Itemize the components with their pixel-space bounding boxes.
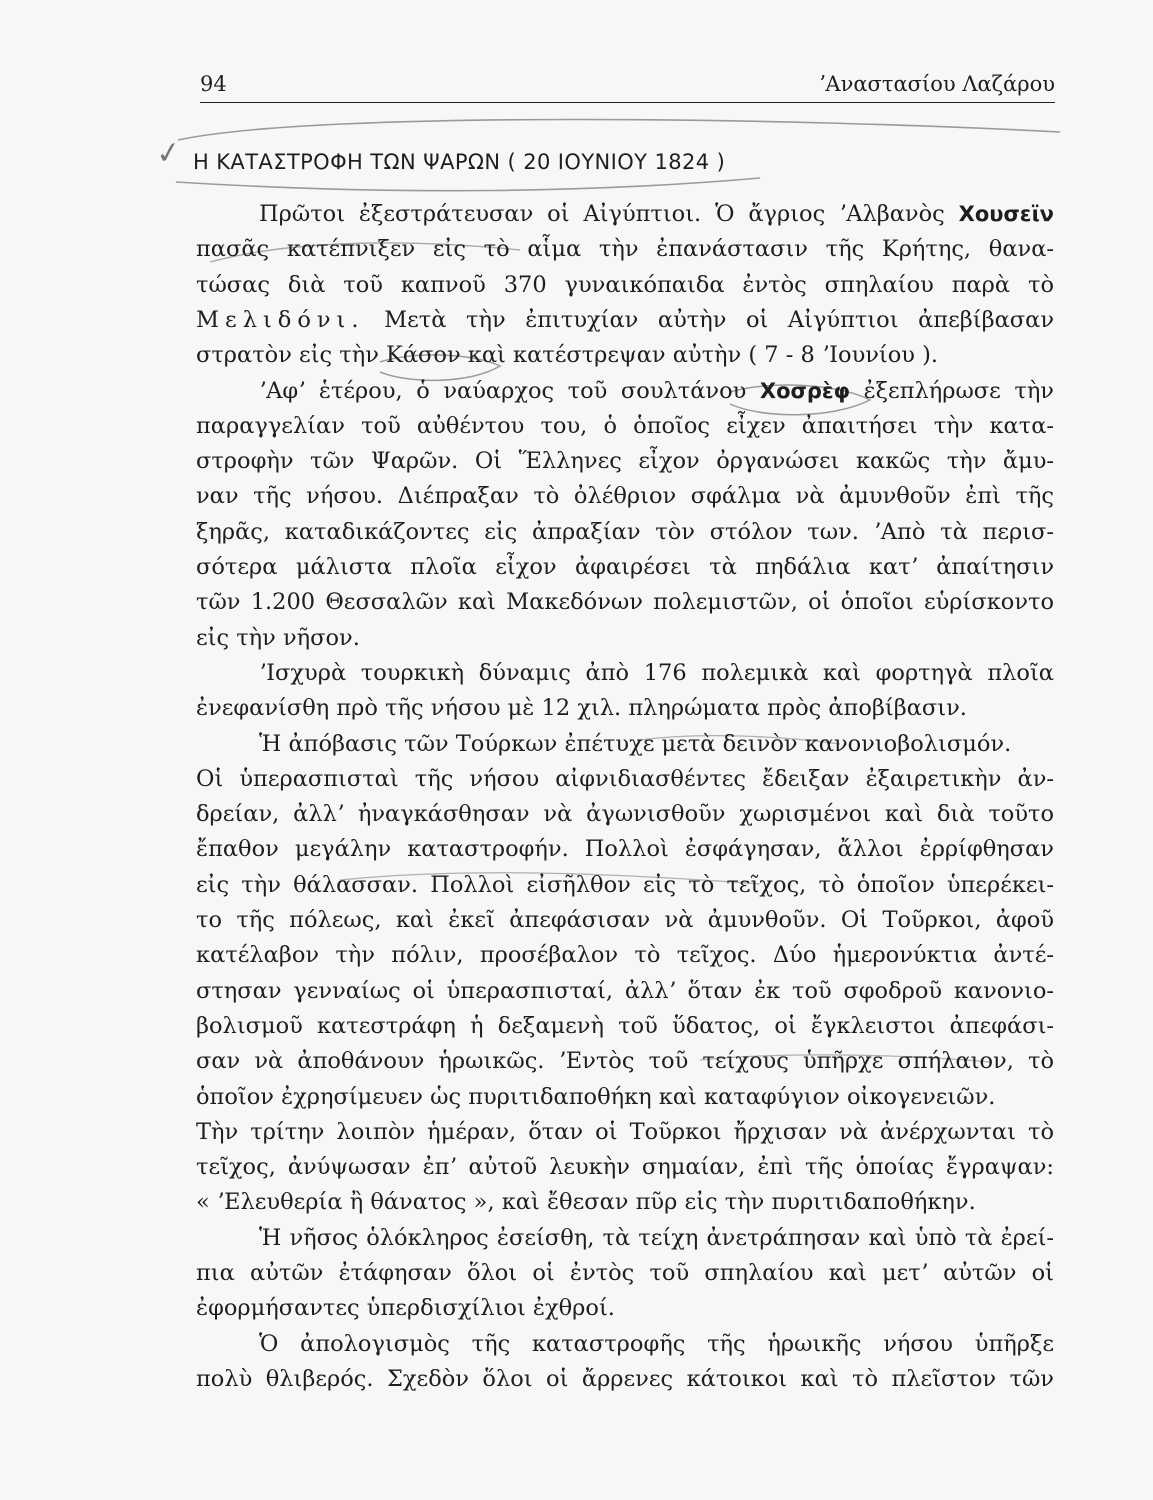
text-line — [196, 937, 1054, 973]
running-head-author: ʼΑναστασίου Λαζάρου — [818, 72, 1055, 96]
text-run: Πρῶτοι ἐξεστράτευσαν οἱ Αἰγύπτιοι. Ὁ ἄγριος ʼΑλβανὸς — [259, 201, 959, 227]
text-run: Οἱ ὑπερασπισταὶ τῆς νήσου αἰφνιδιασθέντες ἔδειξαν ἐξαιρετικὴν ἀν- — [196, 765, 1054, 792]
text-line — [196, 796, 1054, 832]
text-run: το τῆς πόλεως, καὶ ἐκεῖ ἀπεφάσισαν νὰ ἀμυνθοῦν. Οἱ Τοῦρκοι, ἀφοῦ — [196, 907, 1054, 933]
text-run: ὁποῖον ἐχρησίμευεν ὡς πυριτιδαποθήκη καὶ καταφύγιον οἰκογενειῶν. — [196, 1083, 996, 1110]
text-run: σότερα μάλιστα πλοῖα εἶχον ἀφαιρέσει τὰ πηδάλια κατʼ ἀπαίτησιν — [196, 554, 1054, 580]
text-run: τώσας διὰ τοῦ καπνοῦ 370 γυναικόπαιδα ἐντὸς σπηλαίου παρὰ τὸ — [196, 271, 1054, 298]
running-header — [200, 68, 1055, 103]
text-run: ἐνεφανίσθη πρὸ τῆς νήσου μὲ 12 χιλ. πληρώματα πρὸς ἀποβίβασιν. — [196, 695, 967, 722]
text-line — [196, 655, 1054, 691]
text-line — [196, 267, 1054, 303]
text-line — [196, 1149, 1054, 1185]
text-run: ξηρᾶς, καταδικάζοντες εἰς ἀπραξίαν τὸν στόλον των. ʼΑπὸ τὰ περισ- — [196, 518, 1054, 545]
text-line — [196, 973, 1054, 1009]
text-run: πολὺ θλιβερός. Σχεδὸν ὅλοι οἱ ἄρρενες κάτοικοι καὶ τὸ πλεῖστον τῶν — [196, 1365, 1054, 1392]
text-run: Ἡ ἀπόβασις τῶν Τούρκων ἐπέτυχε μετὰ δεινὸν κανονιοβολισμόν. — [259, 730, 1012, 757]
text-line — [196, 1326, 1054, 1362]
page-number: 94 — [200, 72, 227, 96]
text-run: Μετὰ τὴν ἐπιτυχίαν αὐτὴν οἱ Αἰγύπτιοι ἀπεβίβασαν — [364, 306, 1054, 333]
text-run: δρείαν, ἀλλʼ ἠναγκάσθησαν νὰ ἀγωνισθοῦν χωρισμένοι καὶ διὰ τοῦτο — [196, 801, 1054, 828]
text-line — [196, 408, 1054, 444]
text-line — [196, 1079, 1054, 1115]
pencil-underline-title — [178, 120, 1060, 141]
text-line — [196, 231, 1054, 267]
text-run: πασᾶς κατέπνιξεν εἰς τὸ αἷμα τὴν ἐπανάστασιν τῆς Κρήτης, θανα- — [196, 236, 1054, 263]
bold-name: Χοσρὲφ — [759, 378, 850, 403]
bold-name: Χουσεϊν — [958, 202, 1054, 226]
text-run: « ʼΕλευθερία ἢ θάνατος », καὶ ἔθεσαν πῦρ εἰς τὴν πυριτιδαποθήκην. — [196, 1189, 976, 1216]
text-run: Τὴν τρίτην λοιπὸν ἡμέραν, ὅταν οἱ Τοῦρκοι ἤρχισαν νὰ ἀνέρχωνται τὸ — [196, 1118, 1054, 1145]
text-line — [196, 443, 1054, 479]
text-line — [196, 549, 1054, 585]
text-run: ἐξεπλήρωσε τὴν — [850, 377, 1054, 404]
text-run: ʼΙσχυρὰ τουρκικὴ δύναμις ἀπὸ 176 πολεμικὰ καὶ φορτηγὰ πλοῖα — [259, 659, 1054, 686]
text-line — [196, 584, 1054, 620]
text-run: τῶν 1.200 Θεσσαλῶν καὶ Μακεδόνων πολεμιστῶν, οἱ ὁποῖοι εὑρίσκοντο — [196, 589, 1054, 616]
pencil-circle-title — [176, 178, 760, 191]
text-line — [196, 1290, 1054, 1326]
text-run: ἔπαθον μεγάλην καταστροφήν. Πολλοὶ ἐσφάγησαν, ἄλλοι ἐρρίφθησαν — [196, 836, 1054, 863]
text-line — [196, 620, 1054, 656]
text-line — [196, 478, 1054, 514]
text-line — [196, 302, 1054, 338]
text-run: κατέλαβον τὴν πόλιν, προσέβαλον τὸ τεῖχος. Δύο ἡμερονύκτια ἀντέ- — [196, 942, 1054, 969]
text-line — [196, 1184, 1054, 1220]
text-line — [196, 1361, 1054, 1397]
text-line — [196, 1008, 1054, 1044]
text-run: βολισμοῦ κατεστράφη ἡ δεξαμενὴ τοῦ ὕδατος, οἱ ἔγκλειστοι ἀπεφάσι- — [196, 1012, 1054, 1039]
text-run: στησαν γενναίως οἱ ὑπερασπισταί, ἀλλʼ ὅταν ἐκ τοῦ σφοδροῦ κανονιο- — [196, 977, 1054, 1004]
check-mark-annotation: ✓ — [153, 134, 184, 173]
chapter-title: Η ΚΑΤΑΣΤΡΟΦΗ ΤΩΝ ΨΑΡΩΝ ( 20 ΙΟΥΝΙΟΥ 1824 ) — [193, 150, 726, 174]
text-run: ἐφορμήσαντες ὑπερδισχίλιοι ἐχθροί. — [196, 1295, 615, 1322]
spaced-word: Μελιδόνι. — [196, 306, 365, 333]
text-run: τεῖχος, ἀνύψωσαν ἐπʼ αὐτοῦ λευκὴν σημαίαν, ἐπὶ τῆς ὁποίας ἔγραψαν: — [196, 1154, 1054, 1181]
text-run: εἰς τὴν θάλασσαν. Πολλοὶ εἰσῆλθον εἰς τὸ τεῖχος, τὸ ὁποῖον ὑπερέκει- — [196, 871, 1054, 898]
text-run: παραγγελίαν τοῦ αὐθέντου του, ὁ ὁποῖος εἶχεν ἀπαιτήσει τὴν κατα- — [196, 412, 1054, 439]
text-line — [196, 726, 1054, 762]
text-line — [196, 690, 1054, 726]
text-run: στροφὴν τῶν Ψαρῶν. Οἱ Ἕλληνες εἶχον ὀργανώσει κακῶς τὴν ἄμυ- — [196, 448, 1054, 475]
text-line — [196, 1220, 1054, 1256]
text-line — [196, 337, 1054, 373]
text-line — [196, 831, 1054, 867]
text-run: πια αὐτῶν ἐτάφησαν ὅλοι οἱ ἐντὸς τοῦ σπηλαίου καὶ μετʼ αὐτῶν οἱ — [196, 1260, 1054, 1286]
text-line — [196, 1114, 1054, 1150]
text-line — [196, 902, 1054, 938]
text-run: εἰς τὴν νῆσον. — [196, 624, 360, 651]
text-line — [196, 1043, 1054, 1079]
text-line — [196, 373, 1054, 409]
text-run: ναν τῆς νήσου. Διέπραξαν τὸ ὀλέθριον σφάλμα νὰ ἀμυνθοῦν ἐπὶ τῆς — [196, 483, 1054, 510]
text-line — [196, 514, 1054, 550]
text-run: ʼΑφʼ ἑτέρου, ὁ ναύαρχος τοῦ σουλτάνου — [259, 377, 760, 404]
text-run: σαν νὰ ἀποθάνουν ἡρωικῶς. ʼΕντὸς τοῦ τείχους ὑπῆρχε σπήλαιον, τὸ — [196, 1048, 1054, 1075]
text-run: Ἡ νῆσος ὁλόκληρος ἐσείσθη, τὰ τείχη ἀνετράπησαν καὶ ὑπὸ τὰ ἐρεί- — [259, 1224, 1054, 1251]
text-run: στρατὸν εἰς τὴν Κάσον καὶ κατέστρεψαν αὐτὴν ( 7 - 8 ʼΙουνίου ). — [196, 342, 939, 369]
text-run: Ὁ ἀπολογισμὸς τῆς καταστροφῆς τῆς ἡρωικῆς νήσου ὑπῆρξε — [259, 1330, 1054, 1357]
text-line — [196, 867, 1054, 903]
text-line — [196, 196, 1054, 232]
text-line — [196, 761, 1054, 797]
text-line — [196, 1255, 1054, 1291]
